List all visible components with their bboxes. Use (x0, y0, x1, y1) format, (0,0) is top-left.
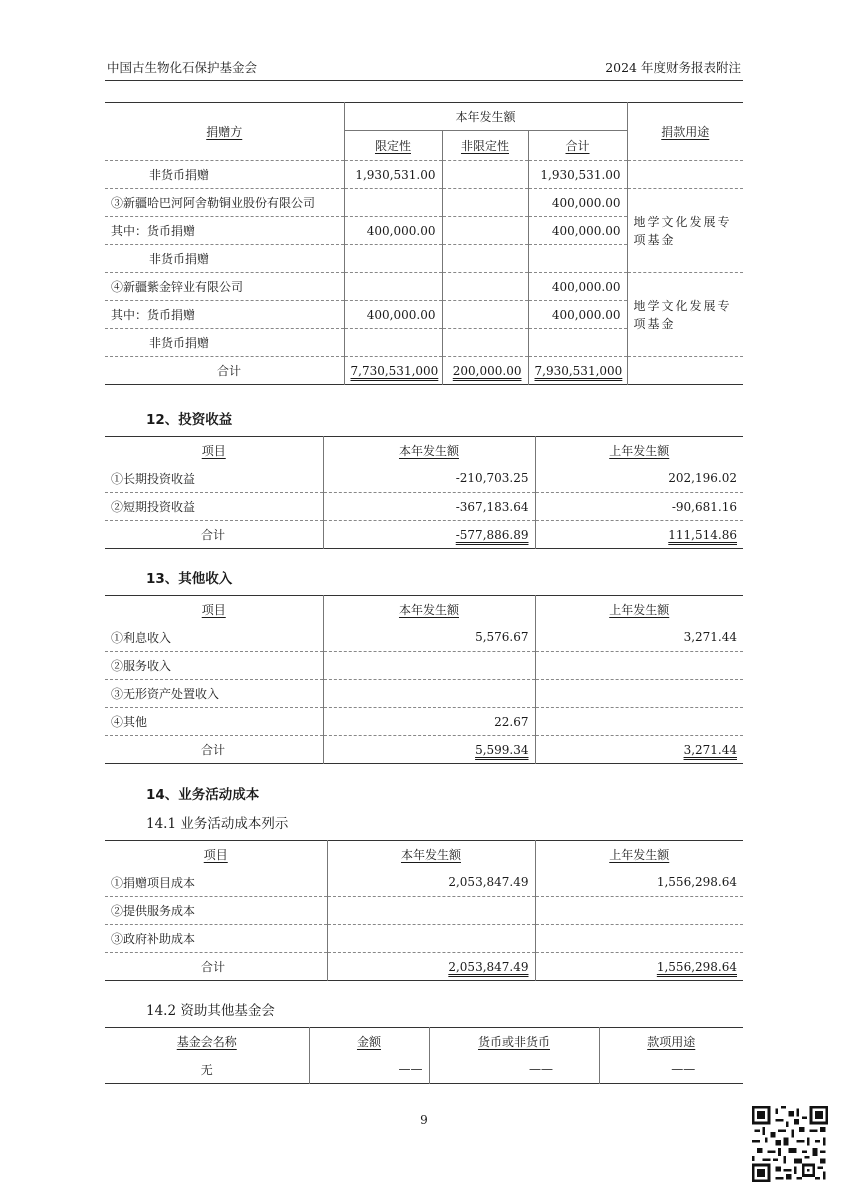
cell-unrestricted (442, 189, 528, 217)
table-row (105, 869, 743, 897)
row-label: ①长期投资收益 (105, 465, 323, 493)
section-14-title: 14、业务活动成本 (146, 787, 260, 803)
other-income-table (105, 595, 743, 764)
row-label: ③新疆哈巴河阿舍勒铜业股份有限公司 (111, 196, 316, 210)
row-label: ②提供服务成本 (105, 897, 327, 925)
cell-prior: 202,196.02 (535, 465, 743, 493)
cell-current (323, 680, 535, 708)
col-header-donor: 捐赠方 (105, 103, 344, 161)
total-row (105, 357, 743, 385)
cell-total (528, 245, 627, 273)
table-row (105, 624, 743, 652)
col-header-foundation-name: 基金会名称 (176, 1035, 237, 1050)
cell-type: —— (429, 1056, 599, 1084)
total-prior: 1,556,298.64 (535, 953, 743, 981)
cell-amount: —— (309, 1056, 429, 1084)
cell-total: 400,000.00 (528, 217, 627, 245)
total-restricted: 7,730,531,000 (344, 357, 442, 385)
donation-table (105, 102, 743, 385)
cell-use: 地学文化发展专项基金 (627, 273, 743, 357)
subsection-14-1-title: 14.1 业务活动成本列示 (146, 816, 289, 832)
cell-total: 1,930,531.00 (528, 161, 627, 189)
row-label: ①利息收入 (105, 624, 323, 652)
header-rule (105, 80, 743, 81)
col-header-prior-year: 上年发生额 (535, 437, 743, 465)
table-row (105, 493, 743, 521)
table-row (105, 708, 743, 736)
row-label: ④新疆紫金锌业有限公司 (111, 280, 244, 294)
total-current: 5,599.34 (323, 736, 535, 764)
cell-current: 2,053,847.49 (327, 869, 535, 897)
cell-total: 400,000.00 (528, 301, 627, 329)
cell-prior: -90,681.16 (535, 493, 743, 521)
section-12-title: 12、投资收益 (146, 412, 233, 428)
row-label: ③无形资产处置收入 (105, 680, 323, 708)
cell-unrestricted (442, 329, 528, 357)
cell-use: 地学文化发展专项基金 (627, 189, 743, 273)
cell-current (327, 925, 535, 953)
total-row (105, 736, 743, 764)
total-current: -577,886.89 (323, 521, 535, 549)
cell-prior (535, 708, 743, 736)
col-header-current-year: 本年发生额 (344, 103, 627, 131)
table-row (105, 897, 743, 925)
total-prior: 111,514.86 (535, 521, 743, 549)
cell-use: —— (599, 1056, 743, 1084)
business-cost-table (105, 840, 743, 981)
total-row (105, 521, 743, 549)
table-row (105, 465, 743, 493)
cell-foundation-name: 无 (200, 1062, 213, 1077)
cell-restricted (344, 273, 442, 301)
row-label: ③政府补助成本 (105, 925, 327, 953)
cell-unrestricted (442, 273, 528, 301)
table-row (105, 1056, 743, 1084)
col-header-use: 捐款用途 (627, 103, 743, 161)
cell-use (627, 161, 743, 189)
cell-prior (535, 897, 743, 925)
row-label: ①捐赠项目成本 (105, 869, 327, 897)
cell-unrestricted (442, 301, 528, 329)
row-label: ②短期投资收益 (105, 493, 323, 521)
col-header-type: 货币或非货币 (429, 1028, 599, 1056)
col-header-unrestricted: 非限定性 (442, 131, 528, 161)
cell-restricted: 400,000.00 (344, 217, 442, 245)
col-header-current-year: 本年发生额 (323, 437, 535, 465)
total-current: 2,053,847.49 (327, 953, 535, 981)
total-unrestricted: 200,000.00 (442, 357, 528, 385)
table-row (105, 189, 743, 217)
total-label: 合计 (201, 960, 226, 974)
col-header-prior-year: 上年发生额 (535, 596, 743, 624)
cell-restricted (344, 245, 442, 273)
cell-prior (535, 925, 743, 953)
cell-restricted (344, 329, 442, 357)
cell-prior: 3,271.44 (535, 624, 743, 652)
cell-unrestricted (442, 245, 528, 273)
row-label: 其中：货币捐赠 (111, 224, 196, 238)
cell-prior (535, 680, 743, 708)
row-label: 非货币捐赠 (149, 336, 210, 350)
total-use (627, 357, 743, 385)
cell-current: -210,703.25 (323, 465, 535, 493)
cell-current (323, 652, 535, 680)
col-header-current-year: 本年发生额 (327, 841, 535, 869)
row-label: ④其他 (105, 708, 323, 736)
col-header-item: 项目 (201, 603, 226, 618)
total-total: 7,930,531,000 (528, 357, 627, 385)
cell-current (327, 897, 535, 925)
cell-current: 5,576.67 (323, 624, 535, 652)
total-row (105, 953, 743, 981)
cell-restricted: 400,000.00 (344, 301, 442, 329)
cell-unrestricted (442, 217, 528, 245)
cell-total: 400,000.00 (528, 273, 627, 301)
header-report-title: 2024 年度财务报表附注 (605, 60, 741, 75)
row-label: ②服务收入 (105, 652, 323, 680)
section-13-title: 13、其他收入 (146, 571, 233, 587)
table-row (105, 680, 743, 708)
col-header-total: 合计 (528, 131, 627, 161)
cell-prior: 1,556,298.64 (535, 869, 743, 897)
cell-restricted: 1,930,531.00 (344, 161, 442, 189)
table-row (105, 161, 743, 189)
row-label: 非货币捐赠 (105, 161, 344, 189)
col-header-restricted: 限定性 (344, 131, 442, 161)
cell-current: -367,183.64 (323, 493, 535, 521)
total-label: 合计 (201, 528, 226, 542)
page-number: 9 (420, 1113, 428, 1127)
cell-current: 22.67 (323, 708, 535, 736)
table-row (105, 925, 743, 953)
row-label: 其中：货币捐赠 (111, 308, 196, 322)
qr-code-icon (752, 1106, 828, 1182)
col-header-item: 项目 (203, 848, 228, 863)
row-label: 非货币捐赠 (149, 252, 210, 266)
grant-table (105, 1027, 743, 1084)
subsection-14-2-title: 14.2 资助其他基金会 (146, 1003, 275, 1019)
col-header-use: 款项用途 (599, 1028, 743, 1056)
total-label: 合计 (217, 364, 242, 378)
cell-restricted (344, 189, 442, 217)
col-header-prior-year: 上年发生额 (535, 841, 743, 869)
cell-total: 400,000.00 (528, 189, 627, 217)
total-prior: 3,271.44 (535, 736, 743, 764)
table-row (105, 273, 743, 301)
cell-unrestricted (442, 161, 528, 189)
col-header-amount: 金额 (309, 1028, 429, 1056)
header-organization: 中国古生物化石保护基金会 (107, 60, 258, 75)
col-header-item: 项目 (201, 444, 226, 459)
total-label: 合计 (201, 743, 226, 757)
investment-income-table (105, 436, 743, 549)
col-header-current-year: 本年发生额 (323, 596, 535, 624)
table-row (105, 652, 743, 680)
cell-total (528, 329, 627, 357)
cell-prior (535, 652, 743, 680)
